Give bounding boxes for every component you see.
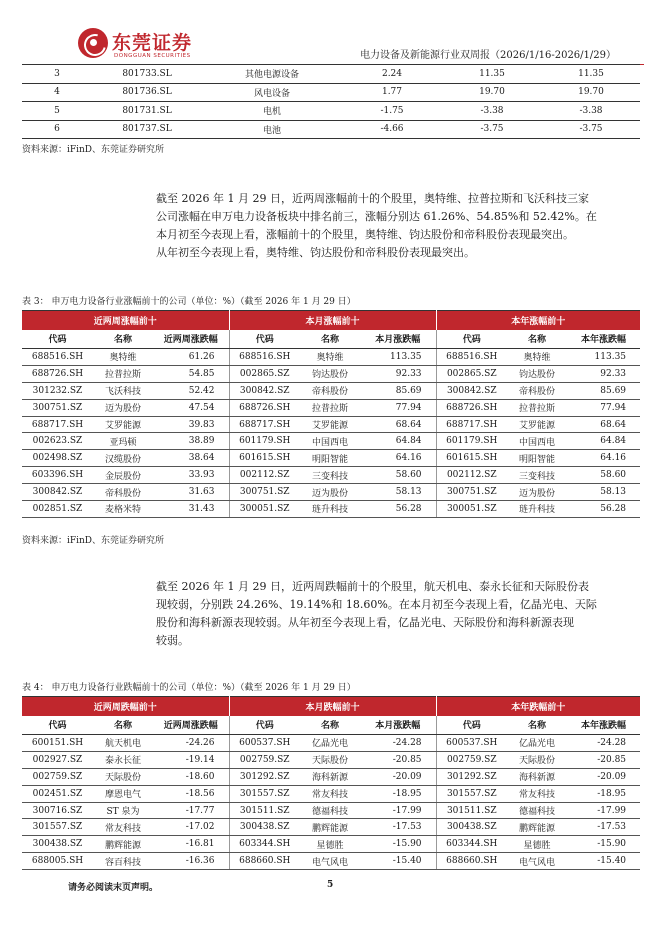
table-cell: 300751.SZ	[436, 484, 507, 501]
table-cell: 艾罗能源	[300, 416, 360, 433]
table-cell: 三变科技	[507, 467, 567, 484]
table-cell: 常友科技	[507, 785, 567, 802]
table-cell: 亚玛顿	[93, 433, 153, 450]
table-row	[22, 450, 640, 467]
table-cell: 德福科技	[507, 802, 567, 819]
table-cell: 300842.SZ	[229, 382, 300, 399]
table-cell: 77.94	[567, 399, 640, 416]
table-cell: 002112.SZ	[229, 467, 300, 484]
table-cell: 6	[22, 120, 92, 139]
table-cell: 电气风电	[507, 853, 567, 870]
column-header: 近两周涨跌幅	[153, 716, 229, 735]
table-cell: -20.85	[360, 751, 436, 768]
table-cell: 601615.SH	[436, 450, 507, 467]
table-cell: 301511.SZ	[436, 802, 507, 819]
table-cell: 迈为股份	[93, 399, 153, 416]
table-cell: 688717.SH	[229, 416, 300, 433]
table-cell: 电气风电	[300, 853, 360, 870]
table-cell: -16.81	[153, 836, 229, 853]
table-cell: 603344.SH	[229, 836, 300, 853]
table-cell: 麦格米特	[93, 501, 153, 518]
table-cell: 奥特维	[507, 349, 567, 366]
column-header: 代码	[22, 716, 93, 735]
table-row	[22, 735, 640, 752]
table-cell: 亿晶光电	[300, 735, 360, 752]
table-cell: 三变科技	[300, 467, 360, 484]
table-cell: 鹏辉能源	[300, 819, 360, 836]
table-row	[22, 751, 640, 768]
table-cell: 300751.SZ	[22, 399, 93, 416]
table-cell: 11.35	[442, 65, 542, 84]
table-cell: -18.95	[567, 785, 640, 802]
table-cell: 艾罗能源	[93, 416, 153, 433]
table-cell: 星德胜	[300, 836, 360, 853]
table-cell: 电机	[202, 102, 342, 121]
footer-disclaimer: 请务必阅读末页声明。	[68, 883, 159, 893]
table-cell: 002759.SZ	[436, 751, 507, 768]
table-cell: 300051.SZ	[229, 501, 300, 518]
table-cell: -20.09	[360, 768, 436, 785]
table-cell: -15.40	[567, 853, 640, 870]
table-cell: 摩恩电气	[93, 785, 153, 802]
table-cell: -18.56	[153, 785, 229, 802]
table-cell: 301232.SZ	[22, 382, 93, 399]
table-cell: 64.84	[567, 433, 640, 450]
table4-caption: 表 4： 申万电力设备行业跌幅前十的公司（单位：%）（截至 2026 年 1 月 29 日）	[22, 683, 356, 693]
table-cell: 58.60	[360, 467, 436, 484]
table-cell: 601179.SH	[436, 433, 507, 450]
table-cell: 天际股份	[507, 751, 567, 768]
table-cell: 常友科技	[300, 785, 360, 802]
table-cell: 钧达股份	[300, 365, 360, 382]
logo-english-name: DONGGUAN SECURITIES	[114, 53, 191, 59]
table-row	[22, 102, 640, 121]
table-cell: 300438.SZ	[436, 819, 507, 836]
table-cell: 85.69	[360, 382, 436, 399]
paragraph-line: 股份和海科新源表现较弱。从年初至今表现上看，亿晶光电、天际股份和海科新源表现	[156, 616, 574, 629]
column-header: 代码	[436, 716, 507, 735]
table-cell: 002112.SZ	[436, 467, 507, 484]
table-cell: 002498.SZ	[22, 450, 93, 467]
table-cell: 琏升科技	[300, 501, 360, 518]
table-cell: 38.89	[153, 433, 229, 450]
table-row	[22, 365, 640, 382]
table-cell: 56.28	[360, 501, 436, 518]
table-cell: 19.70	[442, 83, 542, 102]
table-cell: -20.09	[567, 768, 640, 785]
table-cell: 奥特维	[300, 349, 360, 366]
table-cell: 64.16	[567, 450, 640, 467]
table-cell: 迈为股份	[300, 484, 360, 501]
paragraph-line: 截至 2026 年 1 月 29 日，近两周跌幅前十的个股里，航天机电、泰永长征和天际股份表	[156, 580, 589, 593]
table-cell: -3.75	[542, 120, 640, 139]
table-cell: 92.33	[567, 365, 640, 382]
table-cell: 603344.SH	[436, 836, 507, 853]
table-cell: 中国西电	[507, 433, 567, 450]
table-cell: 688726.SH	[229, 399, 300, 416]
table-row	[22, 467, 640, 484]
table-cell: -3.38	[442, 102, 542, 121]
table-cell: 泰永长征	[93, 751, 153, 768]
group-header: 本年涨幅前十	[436, 311, 640, 330]
paragraph-line: 公司涨幅在申万电力设备板块中排名前三，涨幅分别达 61.26%、54.85%和 52.42%。在	[156, 210, 597, 223]
table-cell: -1.75	[342, 102, 442, 121]
table-cell: -18.95	[360, 785, 436, 802]
table-cell: 飞沃科技	[93, 382, 153, 399]
column-header: 名称	[93, 716, 153, 735]
table-cell: -3.38	[542, 102, 640, 121]
column-header: 本月涨跌幅	[360, 330, 436, 349]
table-cell: 688516.SH	[22, 349, 93, 366]
report-title: 电力设备及新能源行业双周报（2026/1/16-2026/1/29）	[360, 50, 616, 61]
table-cell: -20.85	[567, 751, 640, 768]
table-cell: 亿晶光电	[507, 735, 567, 752]
table-cell: 601615.SH	[229, 450, 300, 467]
table-cell: 64.84	[360, 433, 436, 450]
table-cell: 鹏辉能源	[93, 836, 153, 853]
group-header: 近两周跌幅前十	[22, 697, 229, 716]
table-cell: 301557.SZ	[229, 785, 300, 802]
paragraph-line: 较弱。	[156, 634, 189, 647]
table-cell: 容百科技	[93, 853, 153, 870]
table-cell: 58.13	[567, 484, 640, 501]
table-cell: 300751.SZ	[229, 484, 300, 501]
table-cell: 688717.SH	[22, 416, 93, 433]
table-cell: 64.16	[360, 450, 436, 467]
table-cell: -24.26	[153, 735, 229, 752]
column-header: 名称	[300, 330, 360, 349]
table-cell: -17.77	[153, 802, 229, 819]
column-header: 本月涨跌幅	[360, 716, 436, 735]
table-cell: 金辰股份	[93, 467, 153, 484]
group-header: 本月跌幅前十	[229, 697, 436, 716]
table-cell: -24.28	[360, 735, 436, 752]
table-row	[22, 382, 640, 399]
table3-source-note: 资料来源：iFinD、东莞证券研究所	[22, 536, 165, 546]
table-row	[22, 853, 640, 870]
table-cell: 68.64	[360, 416, 436, 433]
table-row	[22, 785, 640, 802]
column-header: 本年涨跌幅	[567, 330, 640, 349]
table-cell: 300438.SZ	[22, 836, 93, 853]
table-cell: 301557.SZ	[22, 819, 93, 836]
table-cell: 600537.SH	[436, 735, 507, 752]
table-cell: 拉普拉斯	[93, 365, 153, 382]
table-cell: -17.99	[567, 802, 640, 819]
table-cell: 汉缆股份	[93, 450, 153, 467]
table-cell: 拉普拉斯	[507, 399, 567, 416]
table-cell: 688717.SH	[436, 416, 507, 433]
group-header: 本年跌幅前十	[436, 697, 640, 716]
table-row	[22, 433, 640, 450]
table-cell: 47.54	[153, 399, 229, 416]
table-source-note: 资料来源：iFinD、东莞证券研究所	[22, 145, 165, 155]
table-cell: 5	[22, 102, 92, 121]
table-row	[22, 819, 640, 836]
logo-emblem-icon	[78, 28, 108, 58]
table-cell: 801733.SL	[92, 65, 202, 84]
column-header: 名称	[507, 330, 567, 349]
table-cell: 688516.SH	[229, 349, 300, 366]
table-cell: 301511.SZ	[229, 802, 300, 819]
table-cell: 常友科技	[93, 819, 153, 836]
table-row	[22, 399, 640, 416]
column-header: 本年涨跌幅	[567, 716, 640, 735]
column-header: 名称	[507, 716, 567, 735]
table-cell: 002623.SZ	[22, 433, 93, 450]
table-cell: 600537.SH	[229, 735, 300, 752]
table-cell: 688516.SH	[436, 349, 507, 366]
table-row	[22, 416, 640, 433]
table-cell: 31.43	[153, 501, 229, 518]
table-cell: 601179.SH	[229, 433, 300, 450]
table-cell: 002865.SZ	[436, 365, 507, 382]
table-cell: 300438.SZ	[229, 819, 300, 836]
top-gainers-table	[22, 310, 640, 518]
table-cell: 801736.SL	[92, 83, 202, 102]
table-cell: 琏升科技	[507, 501, 567, 518]
logo-chinese-name: 东莞证券	[112, 32, 193, 54]
table-cell: 海科新源	[507, 768, 567, 785]
paragraph-line: 本月初至今表现上看，涨幅前十的个股里，奥特维、钧达股份和帝科股份表现最突出。	[156, 228, 574, 241]
analysis-paragraph-gainers	[156, 190, 606, 262]
table-cell: 52.42	[153, 382, 229, 399]
table-cell: 风电设备	[202, 83, 342, 102]
table-cell: 航天机电	[93, 735, 153, 752]
table-cell: 31.63	[153, 484, 229, 501]
column-header: 近两周涨跌幅	[153, 330, 229, 349]
table-cell: 54.85	[153, 365, 229, 382]
table-cell: 钧达股份	[507, 365, 567, 382]
table-cell: 688660.SH	[436, 853, 507, 870]
table-cell: -24.28	[567, 735, 640, 752]
table-cell: 801737.SL	[92, 120, 202, 139]
table-cell: 300842.SZ	[436, 382, 507, 399]
table-cell: 德福科技	[300, 802, 360, 819]
table-cell: 300716.SZ	[22, 802, 93, 819]
table-cell: 301292.SZ	[229, 768, 300, 785]
table-cell: 002865.SZ	[229, 365, 300, 382]
table-cell: 电池	[202, 120, 342, 139]
table-cell: 002759.SZ	[229, 751, 300, 768]
page-header	[22, 24, 644, 64]
table3-caption: 表 3： 申万电力设备行业涨幅前十的公司（单位：%）（截至 2026 年 1 月 29 日）	[22, 297, 356, 307]
table-cell: 帝科股份	[300, 382, 360, 399]
table-row	[22, 836, 640, 853]
table-cell: 61.26	[153, 349, 229, 366]
table-cell: 002851.SZ	[22, 501, 93, 518]
table-cell: -17.02	[153, 819, 229, 836]
table-cell: 600151.SH	[22, 735, 93, 752]
table-cell: 鹏辉能源	[507, 819, 567, 836]
column-header: 代码	[22, 330, 93, 349]
table-cell: 其他电源设备	[202, 65, 342, 84]
table-cell: 85.69	[567, 382, 640, 399]
table-cell: 300842.SZ	[22, 484, 93, 501]
table-cell: 明阳智能	[300, 450, 360, 467]
table-row	[22, 83, 640, 102]
table-cell: 39.83	[153, 416, 229, 433]
table-cell: -17.53	[567, 819, 640, 836]
table-cell: 1.77	[342, 83, 442, 102]
table-cell: 688726.SH	[22, 365, 93, 382]
table-cell: 92.33	[360, 365, 436, 382]
table-cell: -3.75	[442, 120, 542, 139]
table-row	[22, 501, 640, 518]
table-cell: 688660.SH	[229, 853, 300, 870]
table-cell: 68.64	[567, 416, 640, 433]
table-cell: 002451.SZ	[22, 785, 93, 802]
table-cell: 002927.SZ	[22, 751, 93, 768]
table-cell: 33.93	[153, 467, 229, 484]
table-row	[22, 65, 640, 84]
table-cell: 301557.SZ	[436, 785, 507, 802]
table-cell: 帝科股份	[93, 484, 153, 501]
table-cell: -15.40	[360, 853, 436, 870]
table-cell: ST 泉为	[93, 802, 153, 819]
table-cell: 帝科股份	[507, 382, 567, 399]
table-row	[22, 802, 640, 819]
table-row	[22, 349, 640, 366]
table-cell: 天际股份	[300, 751, 360, 768]
table-cell: 11.35	[542, 65, 640, 84]
column-header: 名称	[93, 330, 153, 349]
paragraph-line: 从年初至今表现上看，奥特维、钧达股份和帝科股份表现最突出。	[156, 246, 475, 259]
table-cell: -17.53	[360, 819, 436, 836]
table-cell: -16.36	[153, 853, 229, 870]
table-cell: 天际股份	[93, 768, 153, 785]
table-row	[22, 120, 640, 139]
page-number: 5	[327, 880, 334, 890]
table-row	[22, 768, 640, 785]
table-cell: 300051.SZ	[436, 501, 507, 518]
group-header: 本月涨幅前十	[229, 311, 436, 330]
column-header: 代码	[436, 330, 507, 349]
table-cell: 艾罗能源	[507, 416, 567, 433]
table-cell: 2.24	[342, 65, 442, 84]
table-cell: 奥特维	[93, 349, 153, 366]
table-cell: -4.66	[342, 120, 442, 139]
table-cell: 301292.SZ	[436, 768, 507, 785]
table-cell: 58.13	[360, 484, 436, 501]
table-cell: 603396.SH	[22, 467, 93, 484]
table-cell: 海科新源	[300, 768, 360, 785]
table-cell: 002759.SZ	[22, 768, 93, 785]
table-row	[22, 484, 640, 501]
analysis-paragraph-losers	[156, 578, 606, 650]
table-cell: 688005.SH	[22, 853, 93, 870]
table-cell: -15.90	[360, 836, 436, 853]
table-cell: 688726.SH	[436, 399, 507, 416]
table-cell: 113.35	[567, 349, 640, 366]
table-cell: -17.99	[360, 802, 436, 819]
table-cell: -15.90	[567, 836, 640, 853]
table-cell: 拉普拉斯	[300, 399, 360, 416]
table-cell: -18.60	[153, 768, 229, 785]
table-cell: 迈为股份	[507, 484, 567, 501]
table-cell: -19.14	[153, 751, 229, 768]
table-cell: 77.94	[360, 399, 436, 416]
table-cell: 中国西电	[300, 433, 360, 450]
table-cell: 113.35	[360, 349, 436, 366]
table-cell: 56.28	[567, 501, 640, 518]
paragraph-line: 截至 2026 年 1 月 29 日，近两周涨幅前十的个股里，奥特维、拉普拉斯和飞沃科技三家	[156, 192, 589, 205]
column-header: 代码	[229, 716, 300, 735]
table-cell: 801731.SL	[92, 102, 202, 121]
column-header: 名称	[300, 716, 360, 735]
group-header: 近两周涨幅前十	[22, 311, 229, 330]
table-cell: 38.64	[153, 450, 229, 467]
paragraph-line: 现较弱，分别跌 24.26%、19.14%和 18.60%。在本月初至今表现上看，亿晶光电、天际	[156, 598, 597, 611]
industry-index-table	[22, 64, 640, 139]
table-cell: 58.60	[567, 467, 640, 484]
table-cell: 19.70	[542, 83, 640, 102]
column-header: 代码	[229, 330, 300, 349]
table-cell: 4	[22, 83, 92, 102]
top-losers-table	[22, 696, 640, 870]
table-cell: 3	[22, 65, 92, 84]
table-cell: 星德胜	[507, 836, 567, 853]
company-logo	[78, 28, 213, 64]
table-cell: 明阳智能	[507, 450, 567, 467]
